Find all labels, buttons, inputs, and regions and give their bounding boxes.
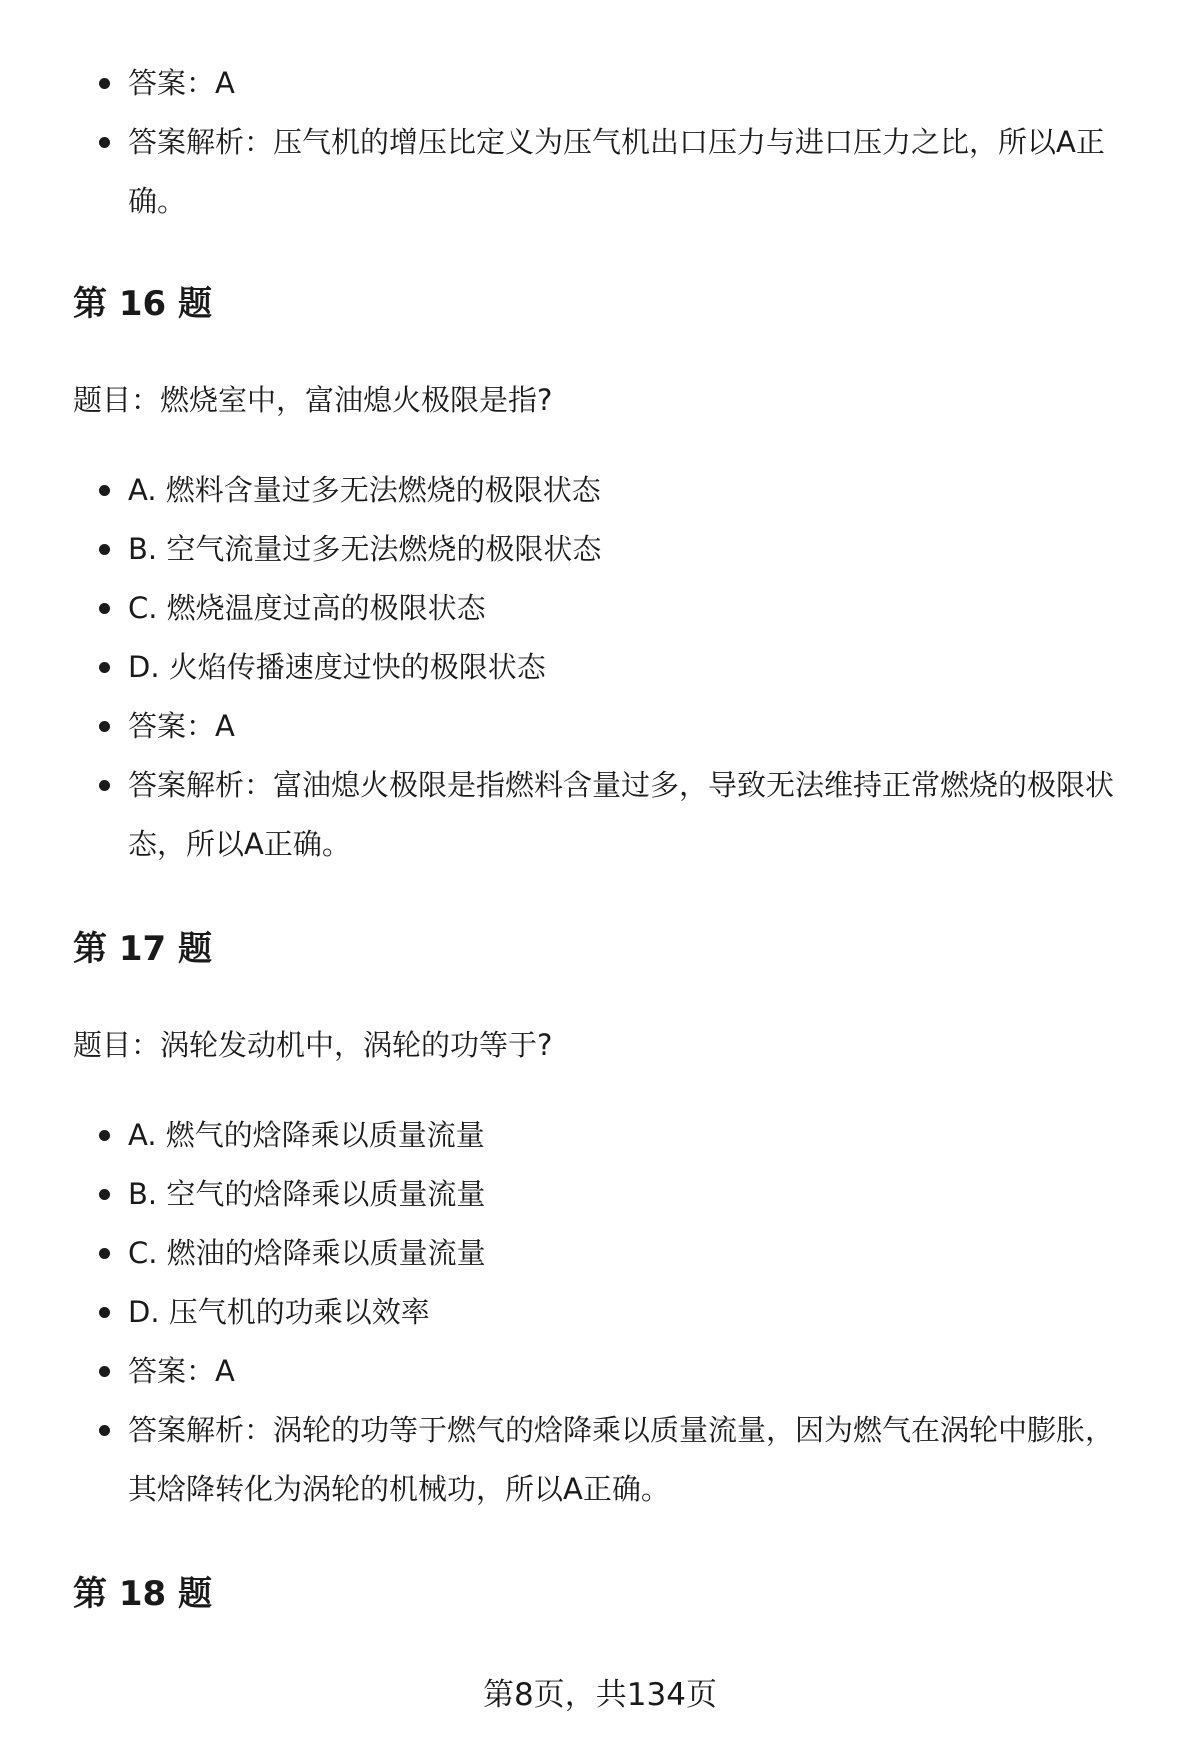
- q16-option-list: [0, 461, 1200, 874]
- q16-heading: 第 16 题: [73, 284, 212, 324]
- q17-option-c: C. 燃油的焓降乘以质量流量: [0, 1224, 1200, 1283]
- q15-analysis: 答案解析：压气机的增压比定义为压气机出口压力与进口压力之比，所以A正确。: [0, 113, 1200, 231]
- q16-option-d: D. 火焰传播速度过快的极限状态: [0, 638, 1200, 697]
- q17-heading: 第 17 题: [73, 929, 212, 969]
- q15-answer: 答案：A: [0, 54, 1200, 113]
- q18-heading: 第 18 题: [73, 1574, 212, 1614]
- q16-option-c: C. 燃烧温度过高的极限状态: [0, 579, 1200, 638]
- q17-answer: 答案：A: [0, 1342, 1200, 1401]
- page-indicator: 第8页，共134页: [483, 1677, 717, 1713]
- q17-option-list: [0, 1106, 1200, 1519]
- q17-option-d: D. 压气机的功乘以效率: [0, 1283, 1200, 1342]
- q17-option-a: A. 燃气的焓降乘以质量流量: [0, 1106, 1200, 1165]
- q15-answer-list: [0, 54, 1200, 231]
- q16-option-b: B. 空气流量过多无法燃烧的极限状态: [0, 520, 1200, 579]
- q16-option-a: A. 燃料含量过多无法燃烧的极限状态: [0, 461, 1200, 520]
- q16-question: 题目：燃烧室中，富油熄火极限是指?: [73, 383, 553, 417]
- q17-question: 题目：涡轮发动机中，涡轮的功等于?: [73, 1028, 553, 1062]
- q17-analysis: 答案解析：涡轮的功等于燃气的焓降乘以质量流量，因为燃气在涡轮中膨胀，其焓降转化为涡轮的机械功，所以A正确。: [0, 1401, 1200, 1519]
- q16-analysis: 答案解析：富油熄火极限是指燃料含量过多，导致无法维持正常燃烧的极限状态，所以A正确。: [0, 756, 1200, 874]
- q17-option-b: B. 空气的焓降乘以质量流量: [0, 1165, 1200, 1224]
- q16-answer: 答案：A: [0, 697, 1200, 756]
